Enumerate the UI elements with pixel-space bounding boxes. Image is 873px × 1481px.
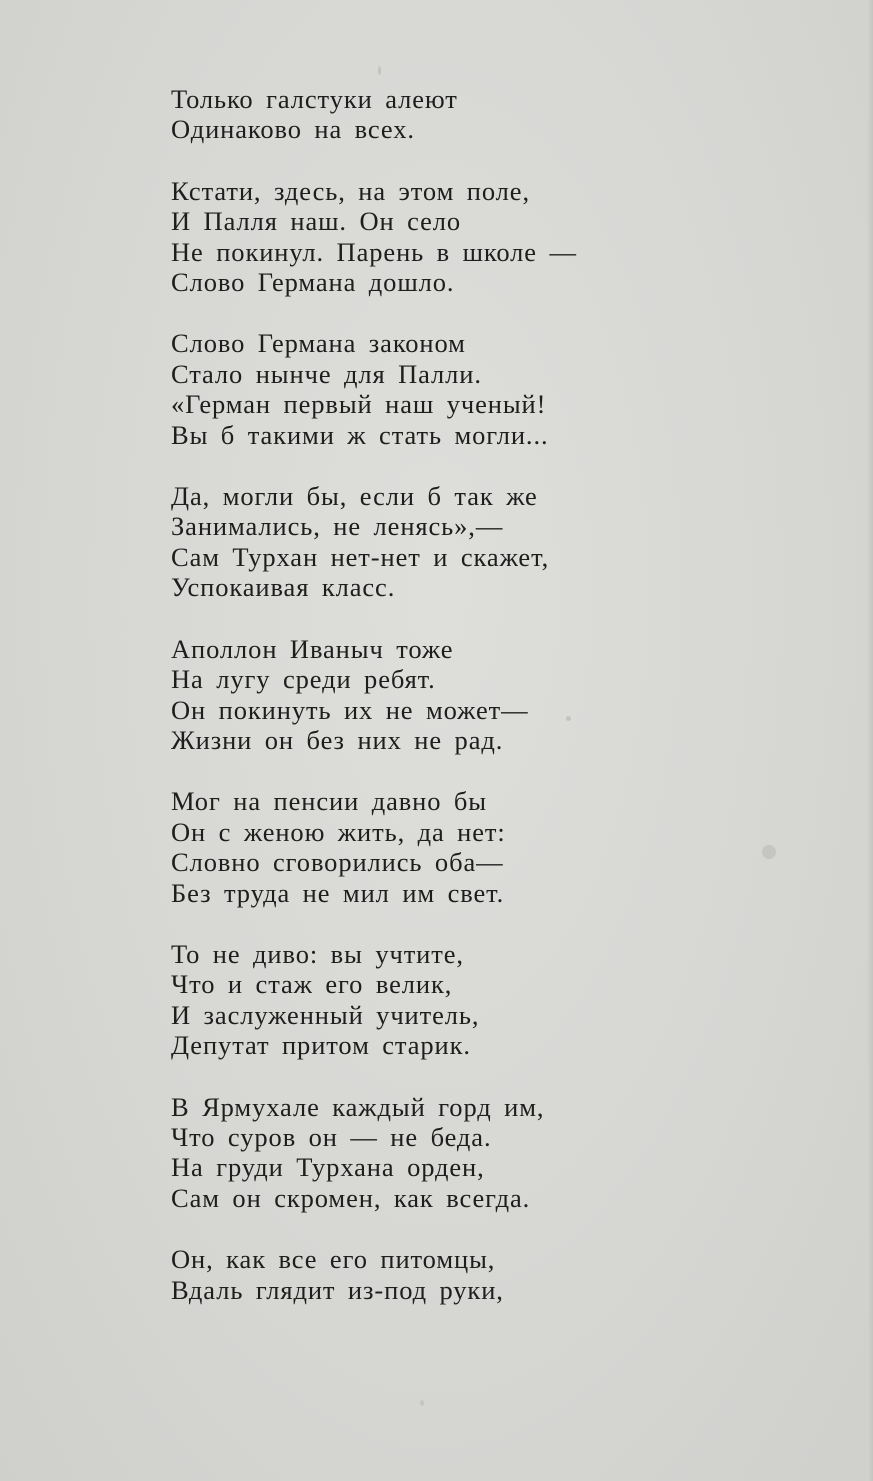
poem-line: Что и стаж его велик,	[171, 969, 453, 1000]
poem-line: Он, как все его питомцы,	[171, 1244, 496, 1275]
poem-line: Аполлон Иваныч тоже	[171, 633, 454, 664]
poem-line: Сам он скромен, как всегда.	[171, 1182, 531, 1213]
poem-line: Вы б такими ж стать могли...	[171, 419, 549, 450]
paper-speck	[762, 845, 776, 859]
poem-line: Слово Германа дошло.	[171, 267, 455, 298]
poem-line: Стало нынче для Палли.	[171, 358, 482, 389]
poem-line: Успокаивая класс.	[171, 572, 396, 603]
poem-line: Только галстуки алеют	[171, 84, 458, 114]
paper-speck	[378, 66, 381, 75]
poem-line: Слово Германа законом	[171, 328, 466, 359]
stanza	[171, 481, 651, 603]
poem-line: На груди Турхана орден,	[171, 1152, 485, 1183]
stanza	[171, 176, 651, 298]
poem-line: Кстати, здесь, на этом поле,	[171, 175, 530, 206]
poem-line: Не покинул. Парень в школе —	[171, 236, 577, 267]
poem-line: Сам Турхан нет-нет и скажет,	[171, 541, 550, 572]
stanza	[171, 328, 651, 450]
poem-line: Да, могли бы, если б так же	[171, 481, 538, 512]
stanza	[171, 786, 651, 908]
poem-line: Одинаково на всех.	[171, 114, 415, 145]
page-edge-shadow	[867, 0, 873, 1481]
poem-line: И заслуженный учитель,	[171, 999, 480, 1030]
stanza	[171, 634, 651, 756]
poem-line: «Герман первый наш ученый!	[171, 389, 547, 420]
stanza	[171, 939, 651, 1061]
poem-line: Занимались, не ленясь»,—	[171, 511, 504, 542]
poem-line: То не диво: вы учтите,	[171, 938, 464, 969]
poem-line: Без труда не мил им свет.	[171, 877, 505, 908]
stanza	[171, 84, 651, 145]
poem-line: Жизни он без них не рад.	[171, 724, 504, 755]
poem-line: Вдаль глядит из-под руки,	[171, 1274, 504, 1305]
poem-line: Он покинуть их не может—	[171, 694, 529, 725]
poem-text	[171, 84, 651, 1336]
poem-line: Мог на пенсии давно бы	[171, 786, 487, 817]
poem-line: Он с женою жить, да нет:	[171, 816, 506, 847]
poem-line: И Палля наш. Он село	[171, 206, 462, 237]
poem-line: В Ярмухале каждый горд им,	[171, 1091, 545, 1122]
poem-line: Депутат притом старик.	[171, 1030, 471, 1061]
stanza	[171, 1244, 651, 1305]
poem-line: На лугу среди ребят.	[171, 664, 436, 695]
poem-line: Что суров он — не беда.	[171, 1121, 492, 1152]
stanza	[171, 1092, 651, 1214]
poem-line: Словно сговорились оба—	[171, 847, 504, 878]
paper-speck	[420, 1400, 424, 1406]
